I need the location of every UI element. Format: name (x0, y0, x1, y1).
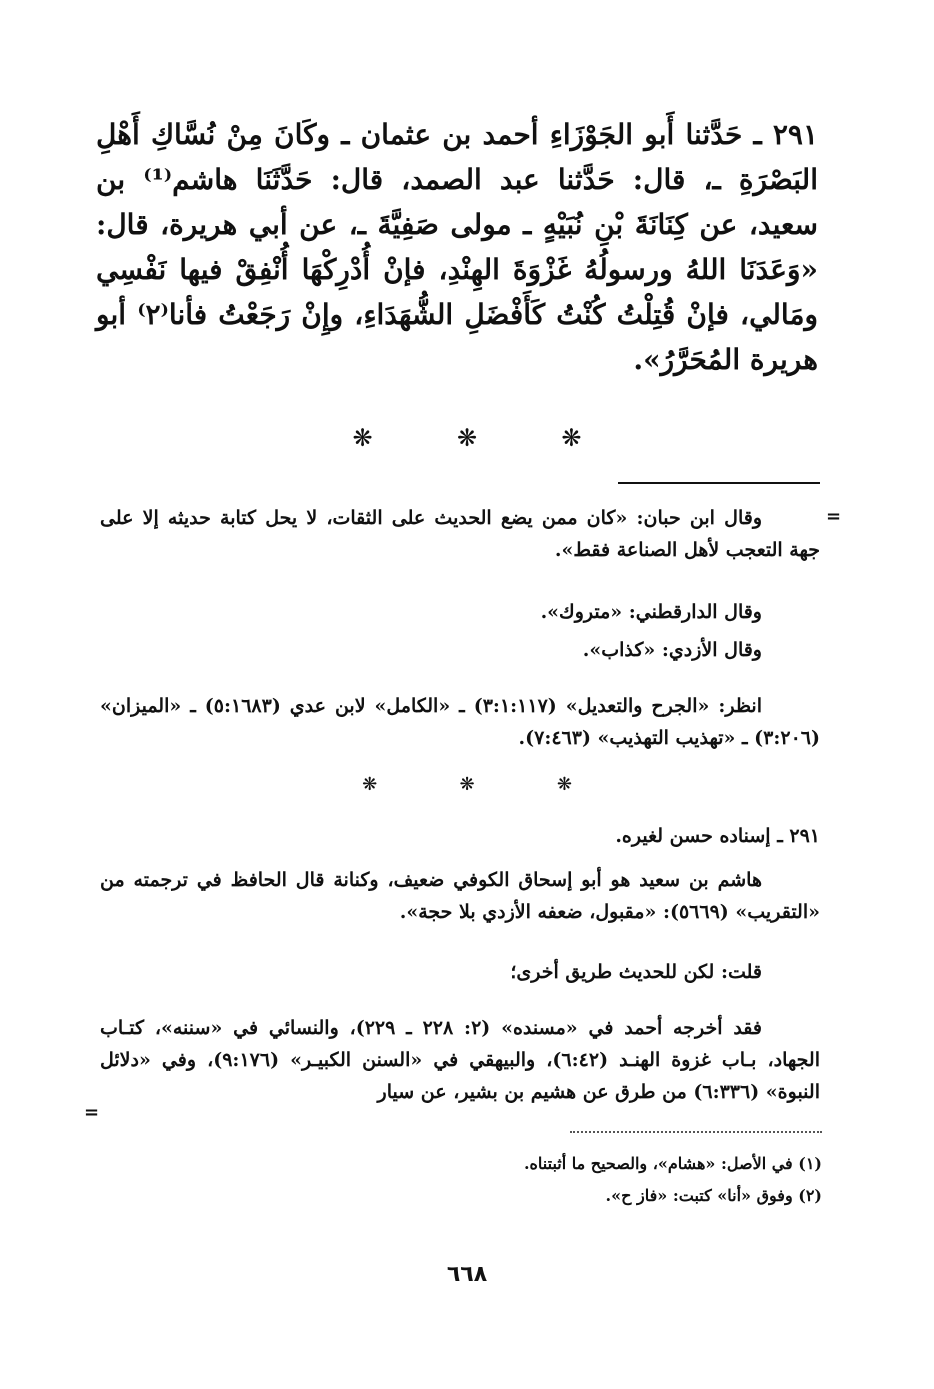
footnotes-divider (570, 1131, 822, 1133)
star-ornament: ❋ (352, 424, 373, 452)
separator-stars-top (0, 424, 934, 452)
takhrij-paragraph: فقد أخرجه أحمد في «مسنده» (٢: ٢٢٨ ـ ٢٢٩)، والنسائي في «سننه»، كتـاب الجهاد، بـاب غزوة الهنـد (٦:٤٢)، والبيهقي في «السنن الكبيـر» (٩:١٧٦)، وفي «دلائل النبوة» (٦:٣٣٦) من طرق عن هشيم بن بشير، عن سيار (100, 1017, 820, 1103)
daraqutni-quote: وقال الدارقطني: «متروك». (540, 601, 762, 623)
azdi-quote: وقال الأزدي: «كذاب». (582, 639, 762, 661)
star-ornament: ❋ (556, 774, 572, 795)
continuation-marker: = (826, 506, 842, 527)
hashim-narrator-note: هاشم بن سعيد هو أبو إسحاق الكوفي ضعيف، وكنانة قال الحافظ في ترجمته من «التقريب» (٥٦٦٩): «مقبول، ضعفه الأزدي بلا حجة». (100, 869, 820, 923)
hadith-grade-heading: ٢٩١ ـ إسناده حسن لغيره. (615, 825, 820, 847)
star-ornament: ❋ (362, 774, 378, 795)
star-ornament: ❋ (459, 774, 475, 795)
references-paragraph: انظر: «الجرح والتعديل» (٣:١:١١٧) ـ «الكامل» لابن عدي (٥:١٦٨٣) ـ «الميزان» (٣:٢٠٦) ـ «تهذيب التهذيب» (٧:٤٦٣). (100, 695, 820, 749)
star-ornament: ❋ (456, 424, 478, 452)
trailing-continuation-marker: = (84, 1102, 100, 1123)
qultu-paragraph: قلت: لكن للحديث طريق أخرى؛ (510, 961, 762, 983)
star-ornament: ❋ (561, 424, 582, 452)
page-number: ٦٦٨ (446, 1262, 488, 1287)
footnote-divider (618, 482, 820, 484)
footnote-1: (١) في الأصل: «هشام»، والصحيح ما أثبتناه. (523, 1154, 822, 1173)
hadith-main-text: ٢٩١ ـ حَدَّثنا أَبو الجَوْزَاءِ أحمد بن عثمان ـ وكَانَ مِنْ نُسَّاكِ أَهْلِ البَصْرَةِ ـ، قال: حَدَّثنا عبد الصمد، قال: حَدَّثَنَا هاشم⁽¹⁾ بن سعيد، عن كِنَانَةَ بْنِ نُبَيْهٍ ـ مولى صَفِيَّةَ ـ، عن أبي هريرة، قال: «وَعَدَنَا اللهُ ورسولُهُ غَزْوَةَ الهِنْدِ، فإنْ أُدْرِكْهَا أُنْفِقْ فيها نَفْسِي ومَالي، فإنْ قُتِلْتُ كُنْتُ كَأَفْضَلِ الشُّهَدَاءِ، وإِنْ رَجَعْتُ فأنا⁽٢⁾ أبو هريرة المُحَرَّرُ». (96, 118, 818, 376)
ibn-hibban-quote: وقال ابن حبان: «كان ممن يضع الحديث على الثقات، لا يحل كتابة حديثه إلا على جهة التعجب لأهل الصناعة فقط». (100, 507, 820, 561)
footnote-2: (٢) وفوق «أنا» كتبت: «فاز ح». (605, 1186, 822, 1205)
separator-stars-middle (0, 774, 934, 795)
